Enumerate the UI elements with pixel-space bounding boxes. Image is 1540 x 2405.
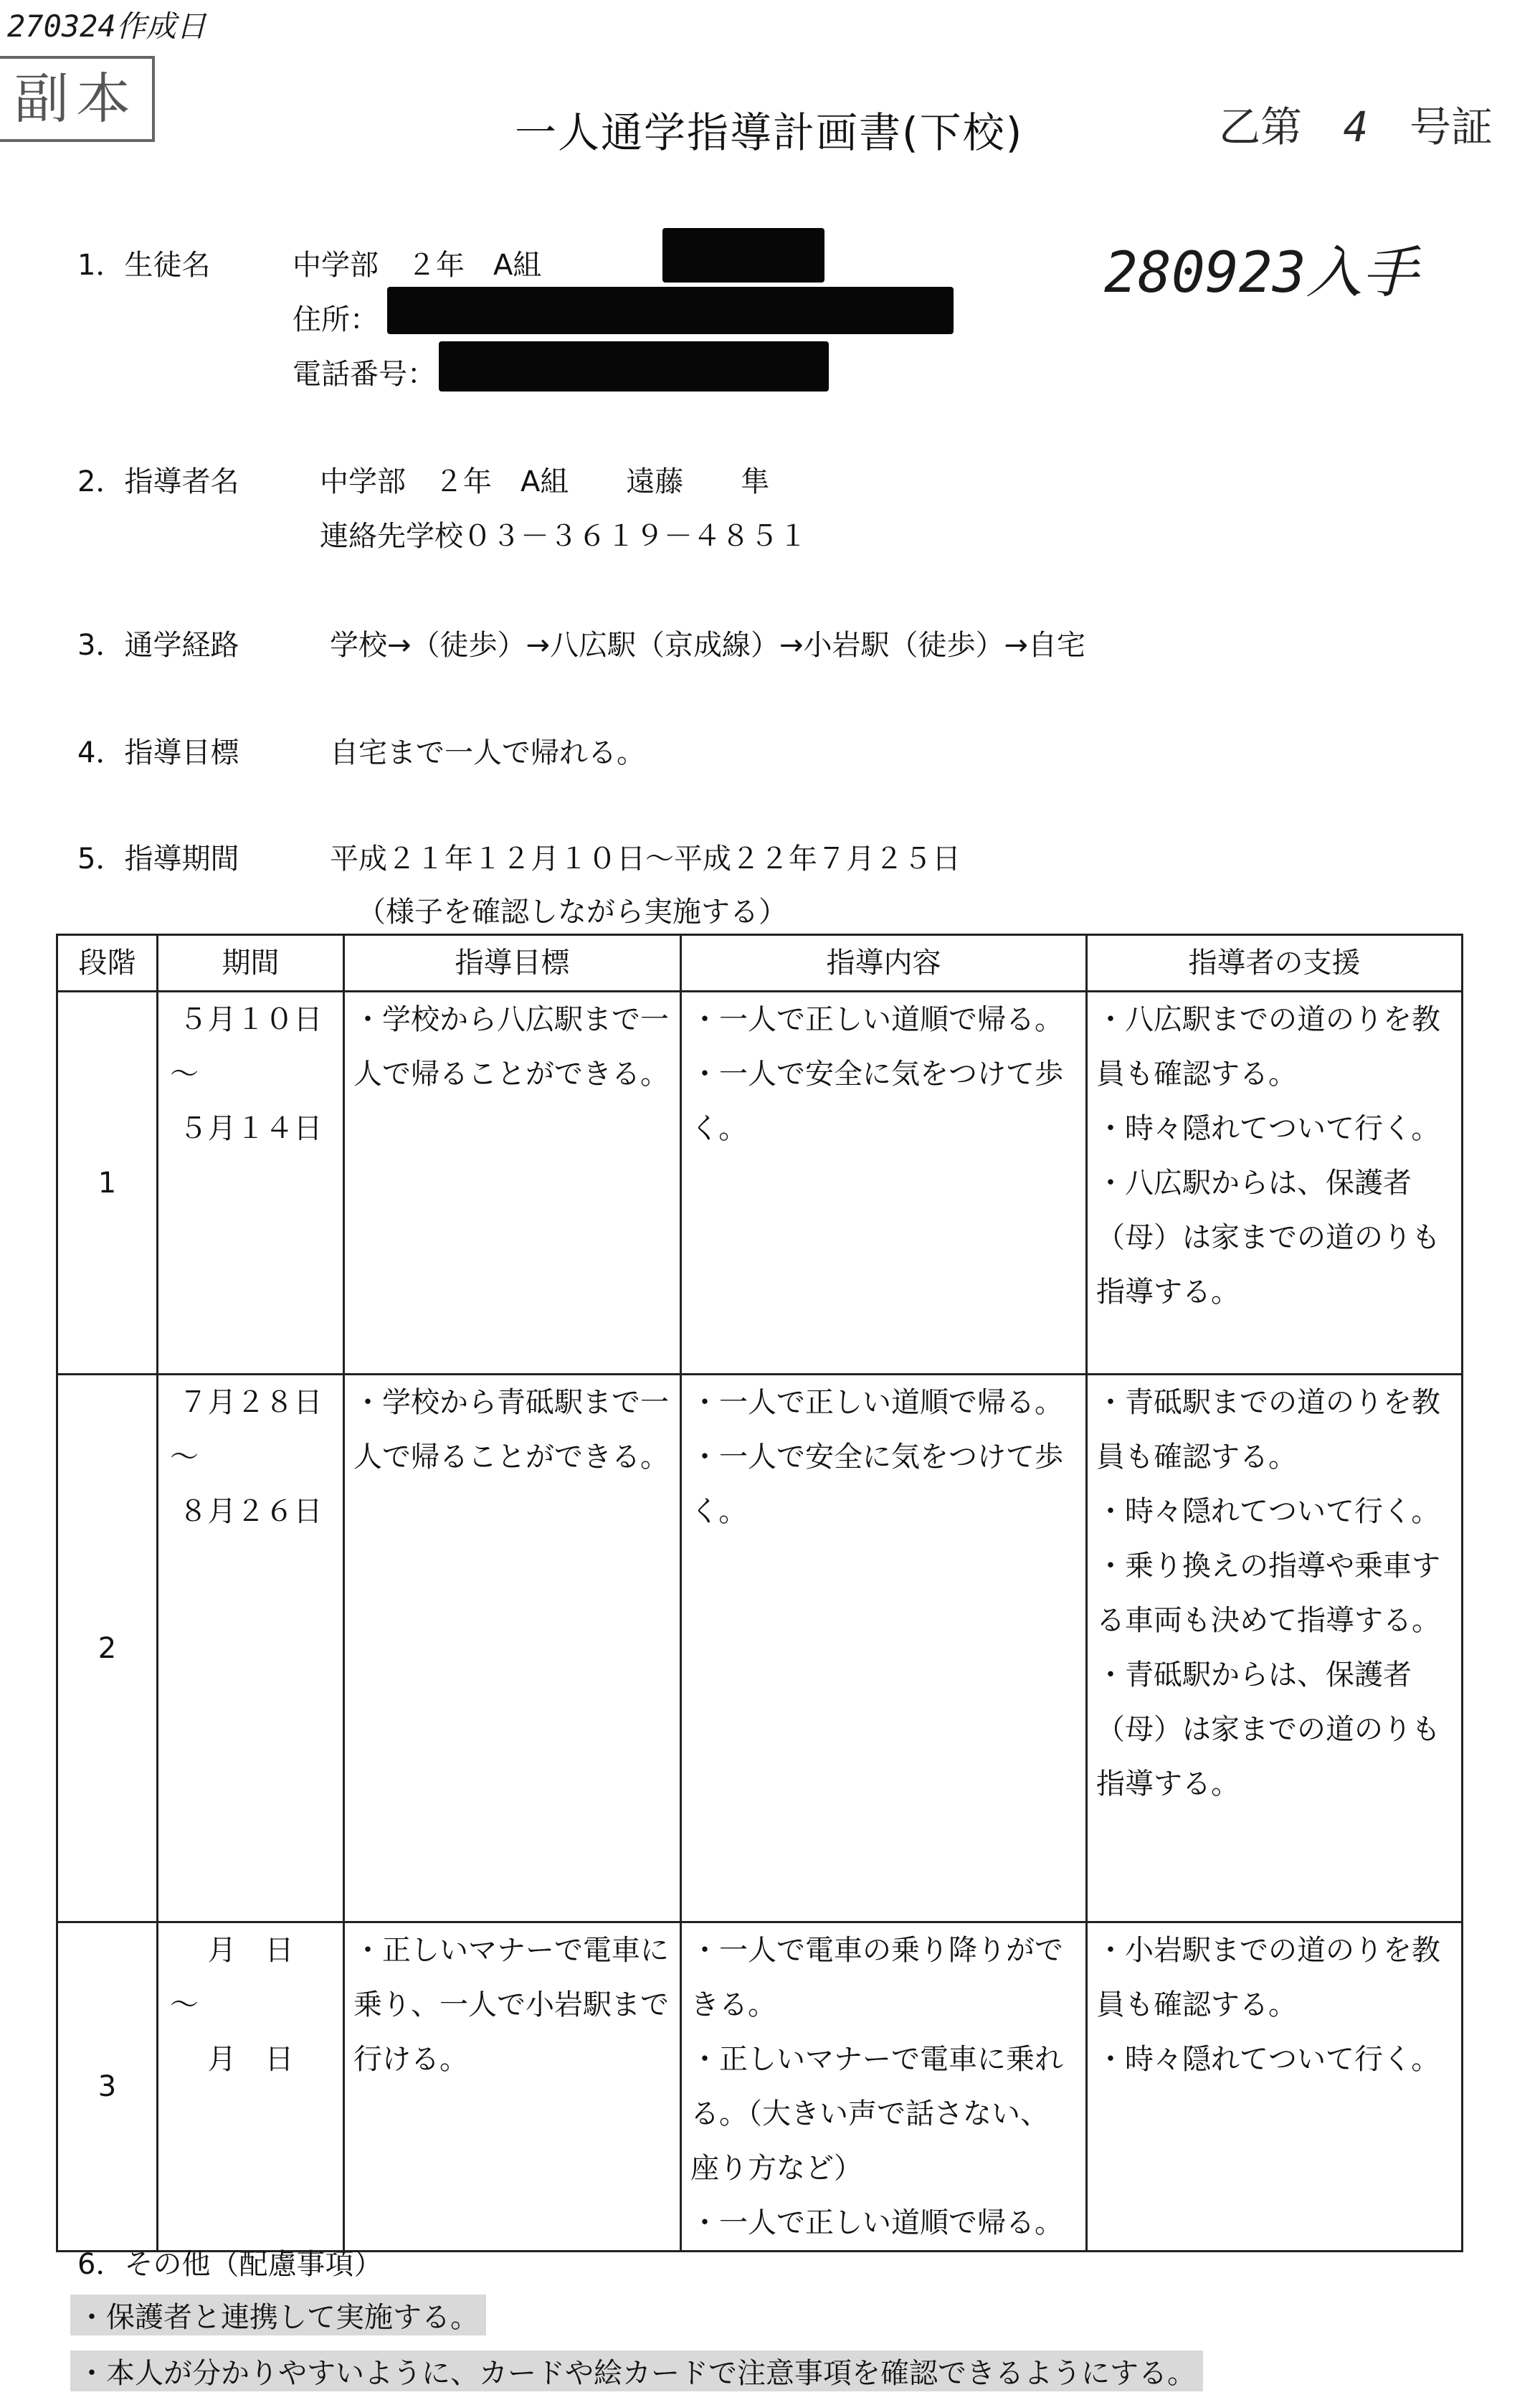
goal-cell	[344, 1922, 681, 2252]
support-cell	[1087, 1375, 1463, 1922]
support-item: ・八広駅からは、保護者（母）は家までの道のりも指導する。	[1096, 1167, 1440, 1309]
support-item: ・青砥駅までの道のりを教員も確認する。	[1096, 1386, 1440, 1474]
consideration-item: ・保護者と連携して実施する。	[70, 2295, 486, 2335]
section3-label: 3．通学経路	[77, 629, 239, 662]
table-header-row	[57, 935, 1463, 992]
goal-cell	[344, 1375, 681, 1922]
period-cell	[158, 1922, 344, 2252]
goal-text: ・正しいマナーで電車に乗り、一人で小岩駅まで行ける。	[353, 1934, 669, 2076]
student-class: 中学部 ２年 A組	[293, 249, 542, 282]
support-item: ・時々隠れてついて行く。	[1096, 1495, 1440, 1528]
period-start: ５月１０日	[179, 1003, 323, 1036]
table-row	[57, 1375, 1463, 1922]
header-stage: 段階	[57, 935, 158, 992]
support-item: ・八広駅までの道のりを教員も確認する。	[1096, 1003, 1440, 1091]
support-item: ・小岩駅までの道のりを教員も確認する。	[1096, 1934, 1440, 2021]
period-end: ８月２６日	[179, 1495, 323, 1528]
exhibit-prefix: 乙第	[1219, 103, 1303, 151]
header-goal: 指導目標	[344, 935, 681, 992]
phone-label: 電話番号：	[293, 358, 436, 391]
instructor-name: 中学部 ２年 A組 遠藤 隼	[320, 465, 770, 498]
exhibit-number	[1219, 93, 1493, 153]
goal-text: ・学校から青砥駅まで一人で帰ることができる。	[353, 1386, 669, 1474]
content-item: ・一人で正しい道順で帰る。	[690, 1386, 1063, 1419]
period-end: 月 日	[207, 2043, 294, 2076]
period-start: 月 日	[207, 1934, 294, 1967]
support-item: ・時々隠れてついて行く。	[1096, 2043, 1440, 2076]
copy-stamp: 副本	[0, 56, 155, 142]
consideration-item: ・本人が分かりやすいように、カードや絵カードで注意事項を確認できるようにする。	[70, 2351, 1203, 2391]
period-cell	[158, 1375, 344, 1922]
guidance-plan-table	[56, 934, 1463, 2252]
header-content: 指導内容	[681, 935, 1087, 992]
instructor-contact: 連絡先学校０３－３６１９－４８５１	[320, 520, 807, 553]
content-item: ・一人で電車の乗り降りができる。	[690, 1934, 1063, 2021]
support-cell	[1087, 1922, 1463, 2252]
exhibit-number-value: 4	[1343, 103, 1369, 151]
guidance-period: 平成２１年１２月１０日～平成２２年７月２５日	[330, 843, 961, 876]
support-cell	[1087, 992, 1463, 1375]
support-item: ・乗り換えの指導や乗車する車両も決めて指導する。	[1096, 1550, 1440, 1637]
support-item: ・青砥駅からは、保護者（母）は家までの道のりも指導する。	[1096, 1659, 1440, 1801]
header-period: 期間	[158, 935, 344, 992]
period-separator: ～	[170, 1058, 199, 1091]
content-item: ・正しいマナーで電車に乗れる。（大きい声で話さない、座り方など）	[690, 2043, 1063, 2185]
period-end: ５月１４日	[179, 1112, 323, 1145]
section2-label: 2．指導者名	[77, 465, 239, 498]
content-cell	[681, 1922, 1087, 2252]
exhibit-suffix: 号証	[1410, 103, 1493, 151]
content-cell	[681, 1375, 1087, 1922]
redacted-phone	[439, 341, 829, 392]
content-item: ・一人で正しい道順で帰る。	[690, 1003, 1063, 1036]
header-support: 指導者の支援	[1087, 935, 1463, 992]
table-row	[57, 992, 1463, 1375]
handwritten-received-number: 280923入手	[1104, 241, 1418, 305]
period-separator: ～	[170, 1988, 199, 2021]
commute-route: 学校→（徒歩）→八広駅（京成線）→小岩駅（徒歩）→自宅	[330, 629, 1086, 662]
period-cell	[158, 992, 344, 1375]
content-item: ・一人で安全に気をつけて歩く。	[690, 1058, 1063, 1145]
stage-cell: 3	[57, 1922, 158, 2252]
stage-cell: 2	[57, 1375, 158, 1922]
redacted-student-name	[662, 228, 824, 283]
stage-cell: 1	[57, 992, 158, 1375]
section6-label: 6．その他（配慮事項）	[77, 2248, 383, 2281]
support-item: ・時々隠れてついて行く。	[1096, 1112, 1440, 1145]
overall-goal: 自宅まで一人で帰れる。	[330, 736, 645, 769]
section5-label: 5．指導期間	[77, 843, 239, 876]
content-item: ・一人で正しい道順で帰る。	[690, 2206, 1063, 2239]
address-label: 住所：	[293, 303, 379, 336]
content-item: ・一人で安全に気をつけて歩く。	[690, 1441, 1063, 1528]
period-separator: ～	[170, 1441, 199, 1474]
section1-label: 1．生徒名	[77, 249, 211, 282]
handwritten-created-date: 270324作成日	[7, 9, 206, 44]
goal-cell	[344, 992, 681, 1375]
content-cell	[681, 992, 1087, 1375]
section4-label: 4．指導目標	[77, 736, 239, 769]
period-start: ７月２８日	[179, 1386, 323, 1419]
table-row	[57, 1922, 1463, 2252]
goal-text: ・学校から八広駅まで一人で帰ることができる。	[353, 1003, 669, 1091]
page-title: 一人通学指導計画書(下校)	[515, 108, 1024, 157]
redacted-address	[387, 287, 954, 334]
guidance-period-note: （様子を確認しながら実施する）	[357, 896, 787, 929]
